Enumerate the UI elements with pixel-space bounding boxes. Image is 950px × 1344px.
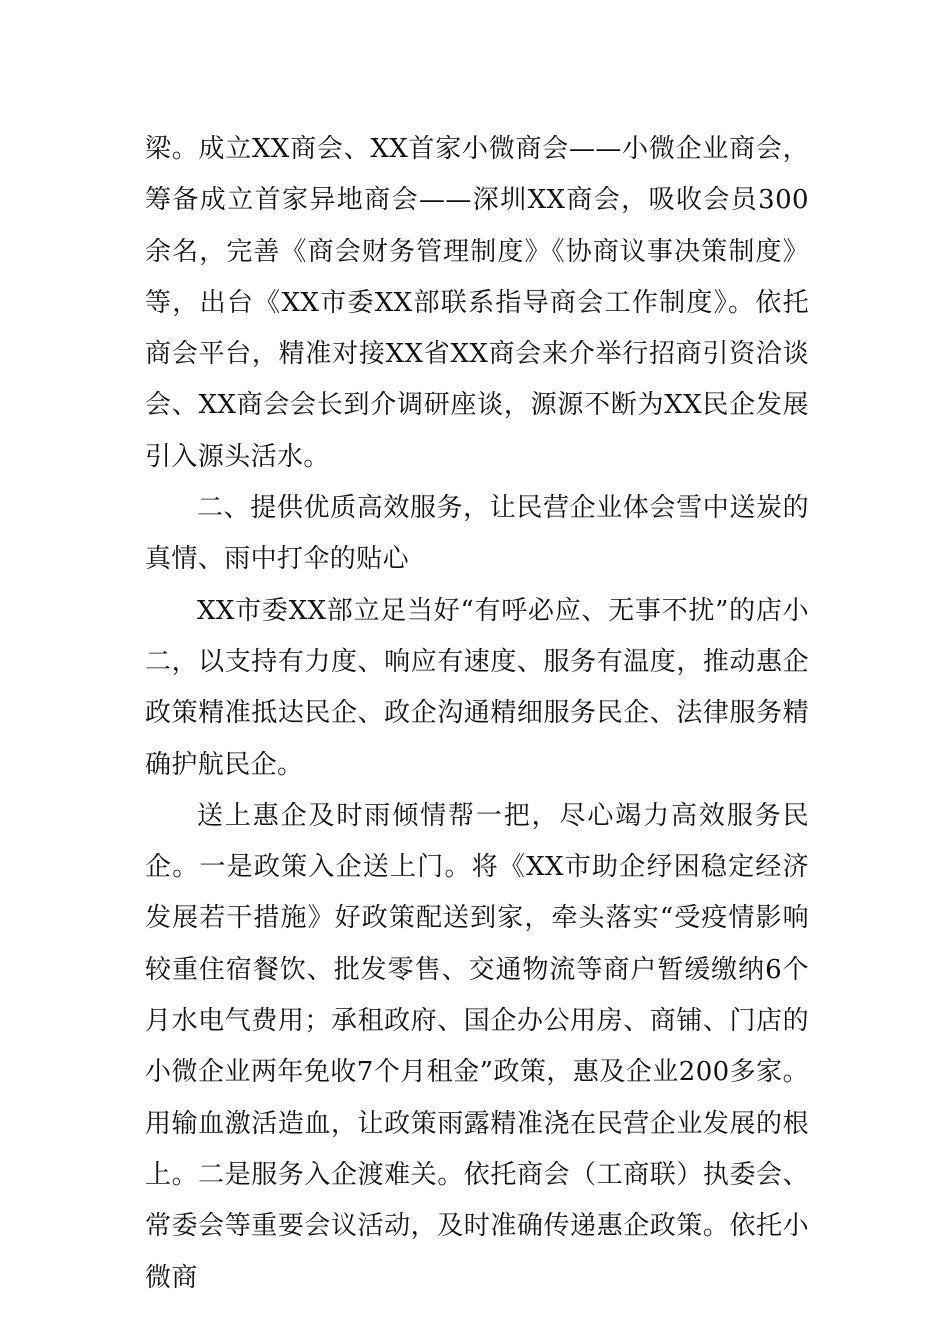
paragraph: 送上惠企及时雨倾情帮一把，尽心竭力高效服务民企。一是政策入企送上门。将《XX市助企纾困稳定经济发展若干措施》好政策配送到家，牵头落实“受疫情影响较重住宿餐饮、批发零售、交通物流等商户暂缓缴纳6个月水电气费用；承租政府、国企办公用房、商铺、门店的小微企业两年免收7个月租金”政策，惠及企业200多家。用输血激活造血，让政策雨露精准浇在民营企业发展的根上。二是服务入企渡难关。依托商会（工商联）执委会、常委会等重要会议活动，及时准确传递惠企政策。依托小微商 [145, 800, 809, 1293]
document-body [145, 124, 809, 1304]
section-heading: 二、提供优质高效服务，让民营企业体会雪中送炭的真情、雨中打伞的贴心 [145, 493, 809, 575]
paragraph: XX市委XX部立足当好“有呼必应、无事不扰”的店小二，以支持有力度、响应有速度、服务有温度，推动惠企政策精准抵达民企、政企沟通精细服务民企、法律服务精确护航民企。 [145, 595, 809, 780]
paragraph-continuation: 梁。成立XX商会、XX首家小微商会——小微企业商会，筹备成立首家异地商会——深圳XX商会，吸收会员300余名，完善《商会财务管理制度》《协商议事决策制度》等，出台《XX市委XX部联系指导商会工作制度》。依托商会平台，精准对接XX省XX商会来介举行招商引资洽谈会、XX商会会长到介调研座谈，源源不断为XX民企发展引入源头活水。 [145, 134, 809, 472]
